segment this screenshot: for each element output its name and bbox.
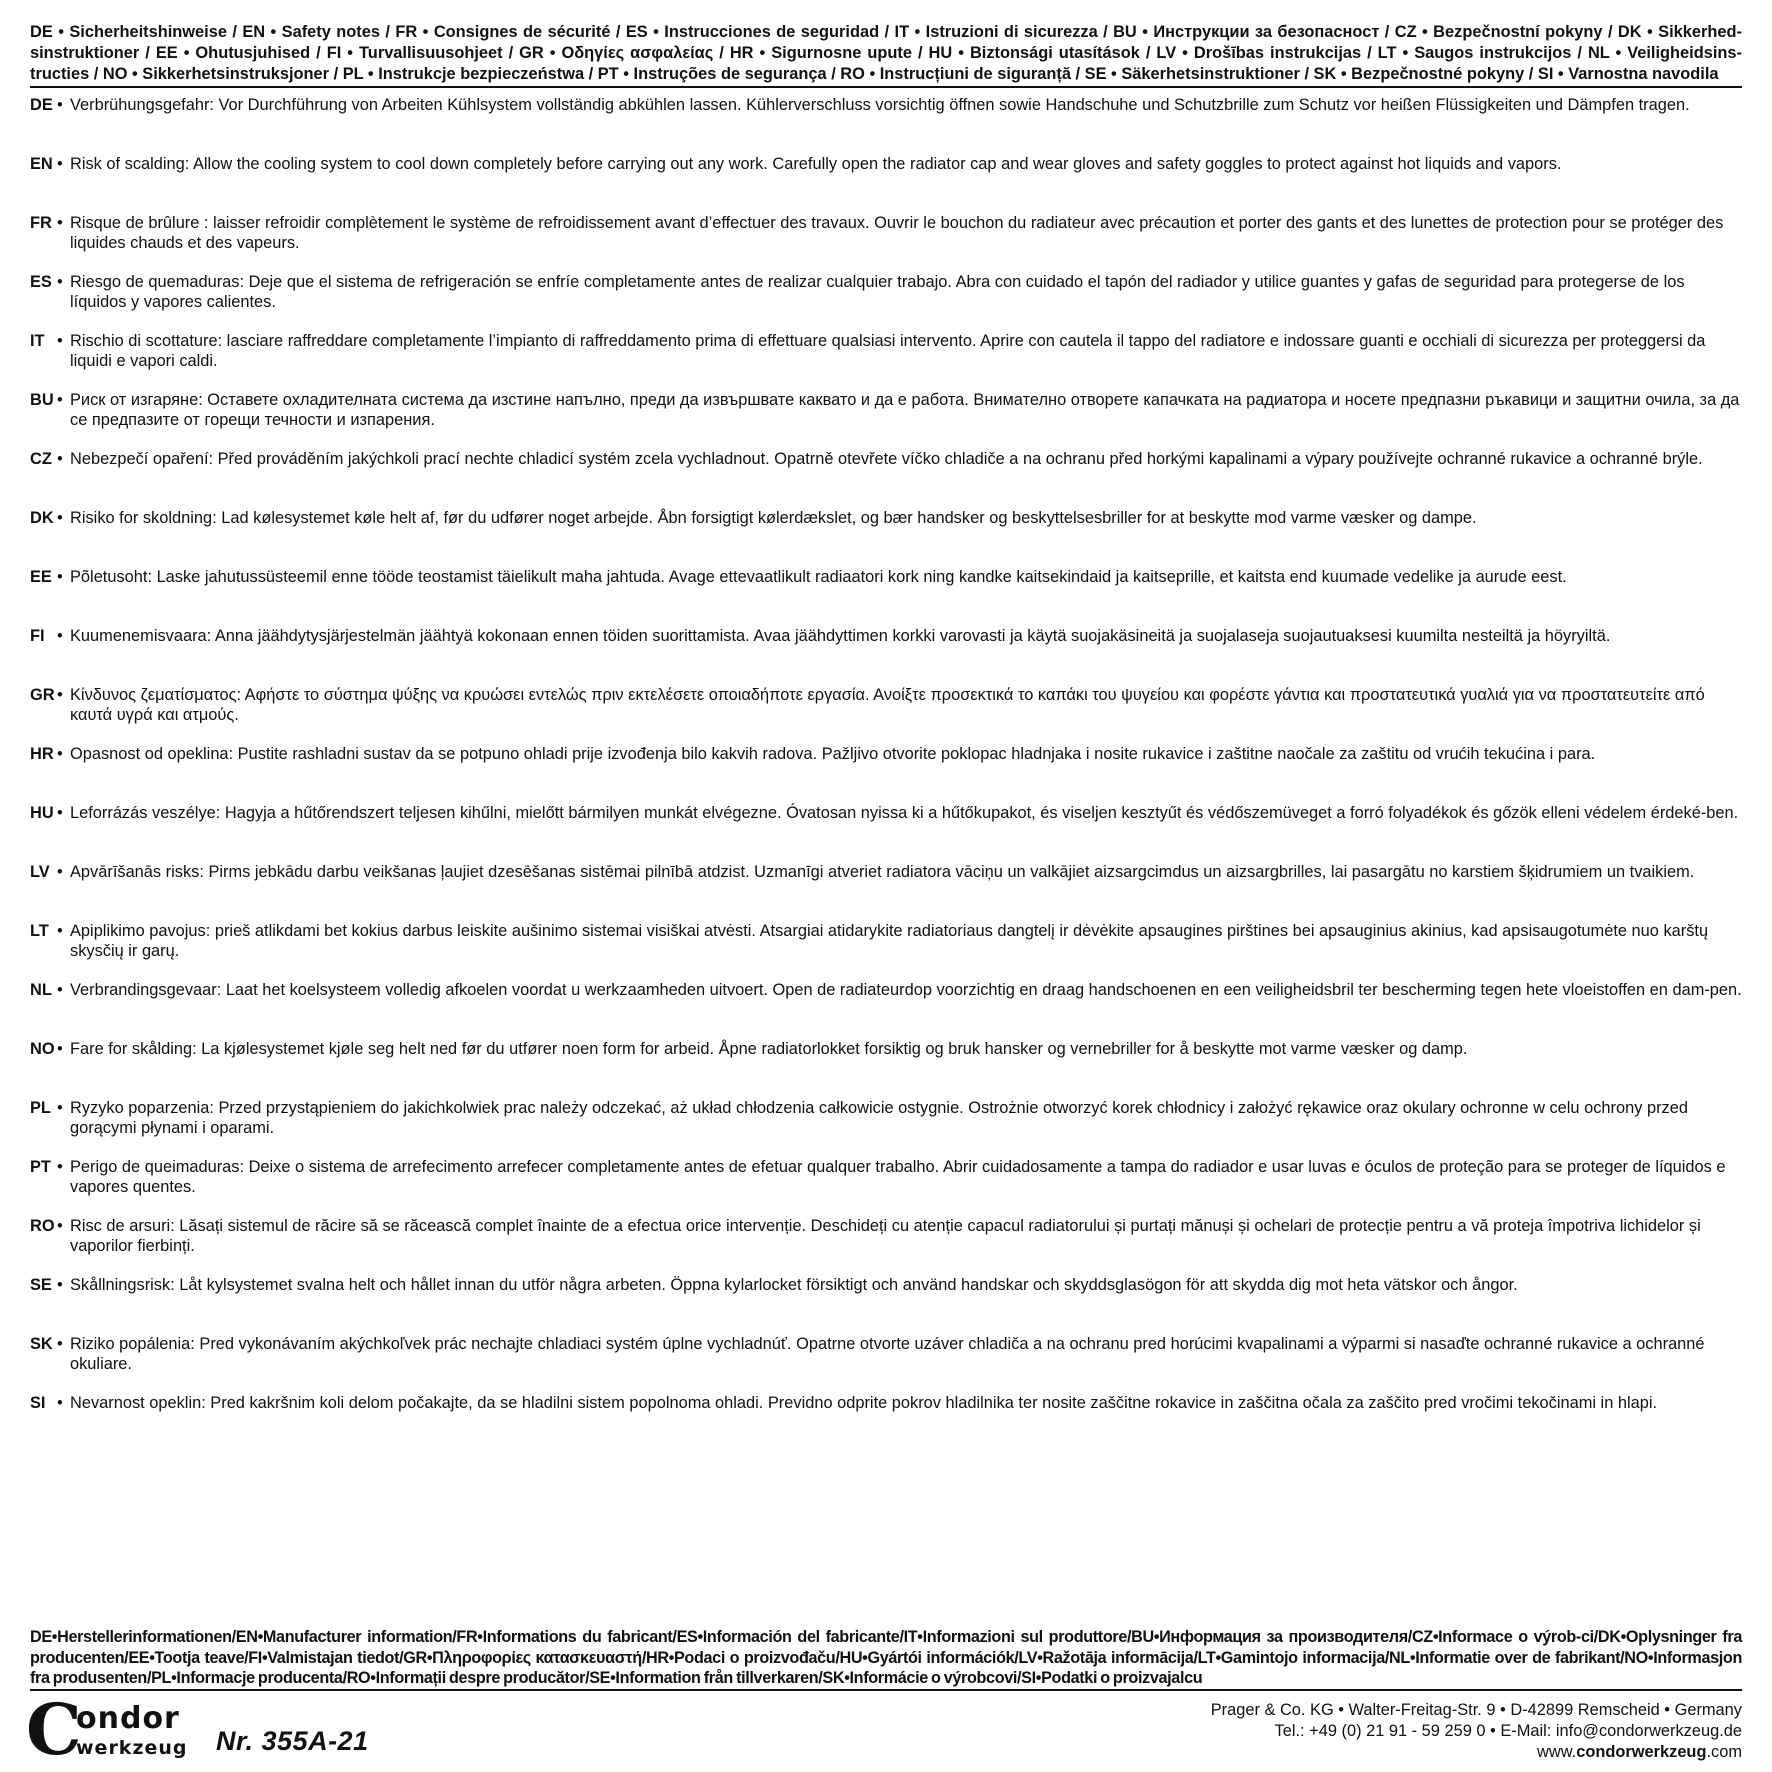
language-code: DK bbox=[30, 509, 54, 527]
safety-text: Riziko popálenia: Pred vykonávaním akýchkoľvek prác nechajte chladiaci systém úplne vychladnúť. Opatrne otvorte uzáver chladiča a na ochranu pred horúcimi kvapalinami a výparmi si nasaďte ochranné rukavice a ochranné okuliare. bbox=[70, 1335, 1705, 1373]
safety-text: Риск от изгаряне: Оставете охладителната система да изстине напълно, преди да извършвате каквато и да е работа. Внимателно отворете капачката на радиатора и носете предпазни ръкавици и защитни очила, за да се предпазите от горещи течности и изпарения. bbox=[70, 391, 1740, 429]
safety-text: Fare for skålding: La kjølesystemet kjøle seg helt ned før du utfører noen form for arbeid. Åpne radiatorlokket forsiktig og bruk hansker og vernebriller for å beskytte mot varme væsker og damp. bbox=[70, 1040, 1468, 1058]
safety-text: Risque de brûlure : laisser refroidir complètement le système de refroidissement avant d’effectuer des travaux. Ouvrir le bouchon du radiateur avec précaution et porter des gants et des lunettes de protection pour se protéger des liquides chauds et des vapeurs. bbox=[70, 214, 1724, 252]
bullet-icon: • bbox=[57, 332, 63, 350]
bullet-icon: • bbox=[57, 804, 63, 822]
safety-text: Ryzyko poparzenia: Przed przystąpieniem do jakichkolwiek prac należy odczekać, aż układ chłodzenia całkowicie ostygnie. Ostrożnie otworzyć korek chłodnicy i założyć rękawice oraz okulary ochronne w celu ochrony przed gorącymi płynami i oparami. bbox=[70, 1099, 1688, 1137]
website-suffix: .com bbox=[1706, 1743, 1742, 1761]
bullet-icon: • bbox=[57, 1099, 63, 1117]
header-divider bbox=[30, 86, 1742, 88]
safety-text: Kuumenemisvaara: Anna jäähdytysjärjestelmän jäähtyä kokonaan ennen töiden suorittamista. Avaa jäähdyttimen korkki varovasti ja käytä suojakäsineitä ja suojalaseja suojautuaksesi kuumilta nesteiltä ja höyryiltä. bbox=[70, 627, 1611, 645]
contact-line: Tel.: +49 (0) 21 91 - 59 259 0 • E-Mail: info@condorwerkzeug.de bbox=[1274, 1722, 1742, 1740]
safety-text: Rischio di scottature: lasciare raffreddare completamente l’impianto di raffreddamento prima di effettuare qualsiasi intervento. Aprire con cautela il tappo del radiatore e indossare guanti e occhiali di sicurezza per proteggersi da liquidi e vapori caldi. bbox=[70, 332, 1706, 370]
bullet-icon: • bbox=[57, 1217, 63, 1235]
address-line: Prager & Co. KG • Walter-Freitag-Str. 9 • D-42899 Remscheid • Germany bbox=[1210, 1701, 1742, 1719]
safety-text: Risc de arsuri: Lăsați sistemul de răcire să se răcească complet înainte de a efectua orice intervenție. Deschideți cu atenție capacul radiatorului și purtați mănuși și ochelari de protecție pentru a vă proteja împotriva lichidelor și vaporilor fierbinți. bbox=[70, 1217, 1701, 1255]
bullet-icon: • bbox=[57, 273, 63, 291]
language-code: IT bbox=[30, 332, 45, 350]
manufacturer-address bbox=[1211, 1700, 1742, 1763]
website-prefix: www. bbox=[1537, 1743, 1577, 1761]
condor-logo bbox=[26, 1694, 196, 1762]
bullet-icon: • bbox=[57, 1335, 63, 1353]
bullet-icon: • bbox=[57, 686, 63, 704]
safety-text: Κίνδυνος ζεματίσματος: Αφήστε το σύστημα ψύξης να κρυώσει εντελώς πριν εκτελέσετε οποιαδήποτε εργασία. Ανοίξτε προσεκτικά το καπάκι του ψυγείου και φορέστε γάντια και προστατευτικά γυαλιά για να προστατευτείτε από καυτά υγρά και ατμούς. bbox=[70, 686, 1705, 724]
bullet-icon: • bbox=[57, 745, 63, 763]
safety-text: Perigo de queimaduras: Deixe o sistema de arrefecimento arrefecer completamente antes de efetuar qualquer trabalho. Abrir cuidadosamente a tampa do radiador e usar luvas e óculos de proteção para se proteger de líquidos e vapores quentes. bbox=[70, 1158, 1726, 1196]
safety-text: Verbrühungsgefahr: Vor Durchführung von Arbeiten Kühlsystem vollständig abkühlen lassen. Kühlerverschluss vorsichtig öffnen sowie Handschuhe und Schutzbrille zum Schutz vor heißen Flüssigkeiten und Dämpfen tragen. bbox=[70, 96, 1690, 114]
bullet-icon: • bbox=[57, 509, 63, 527]
language-code: LT bbox=[30, 922, 49, 940]
safety-text: Leforrázás veszélye: Hagyja a hűtőrendszert teljesen kihűlni, mielőtt bármilyen munkát elvégezne. Óvatosan nyissa ki a hűtőkupakot, és viseljen kesztyűt és védőszemüveget a forró folyadékok és gőzök elleni védelem érdeké-ben. bbox=[70, 804, 1739, 822]
language-code: CZ bbox=[30, 450, 52, 468]
safety-text: Põletusoht: Laske jahutussüsteemil enne tööde teostamist täielikult maha jahtuda. Avage ettevaatlikult radiaatori kork ning kandke kaitsekindaid ja kaitseprille, et kaitsta end kuumade vedelike ja aurude eest. bbox=[70, 568, 1567, 586]
language-code: GR bbox=[30, 686, 55, 704]
model-number: Nr. 355A-21 bbox=[216, 1726, 369, 1756]
language-code: ES bbox=[30, 273, 52, 291]
safety-notes-heading: DE • Sicherheitshinweise / EN • Safety notes / FR • Consignes de sécurité / ES • Instrucciones de seguridad / IT • Istruzioni di sicurezza / BU • Инструкции за безопасност / CZ • Bezpečnostní pokyny / DK • Sikkerhed-sinstruktioner / EE • Ohutusjuhised / FI • Turvallisuusohjeet / GR • Οδηγίες ασφαλείας / HR • Sigurnosne upute / HU • Biztonsági utasítások / LV • Drošības instrukcijas / LT • Saugos instrukcijos / NL • Veiligheidsins-tructies / NO • Sikkerhetsinstruksjoner / PL • Instrukcje bezpieczeństwa / PT • Instruções de segurança / RO • Instrucțiuni de siguranță / SE • Säkerhetsinstruktioner / SK • Bezpečnostné pokyny / SI • Varnostna navodila bbox=[30, 23, 1742, 83]
bullet-icon: • bbox=[57, 922, 63, 940]
language-code: PL bbox=[30, 1099, 51, 1117]
website-link[interactable] bbox=[1211, 1742, 1742, 1763]
safety-text: Skållningsrisk: Låt kylsystemet svalna helt och hållet innan du utför några arbeten. Öppna kylarlocket försiktigt och använd handskar och skyddsglasögon för att skydda dig mot heta vätskor och ångor. bbox=[70, 1276, 1518, 1294]
bullet-icon: • bbox=[57, 568, 63, 586]
safety-text: Opasnost od opeklina: Pustite rashladni sustav da se potpuno ohladi prije izvođenja bilo kakvih radova. Pažljivo otvorite poklopac hladnjaka i nosite rukavice i zaštitne naočale za zaštitu od vrućih tekućina i para. bbox=[70, 745, 1596, 763]
language-code: LV bbox=[30, 863, 50, 881]
language-code: FR bbox=[30, 214, 52, 232]
language-code: SK bbox=[30, 1335, 53, 1353]
language-code: EN bbox=[30, 155, 53, 173]
safety-text: Apiplikimo pavojus: prieš atlikdami bet kokius darbus leiskite aušinimo sistemai visiškai atvėsti. Atsargiai atidarykite radiatoriaus dangtelį ir dėvėkite apsaugines pirštines bei apsauginius akinius, kad apsisaugotumėte nuo karštų skysčių ir garų. bbox=[70, 922, 1709, 960]
language-code: EE bbox=[30, 568, 52, 586]
bullet-icon: • bbox=[57, 1158, 63, 1176]
bullet-icon: • bbox=[57, 1394, 63, 1412]
language-code: FI bbox=[30, 627, 45, 645]
bullet-icon: • bbox=[57, 155, 63, 173]
language-code: NO bbox=[30, 1040, 55, 1058]
logo-main-text: ondor bbox=[76, 1701, 180, 1736]
safety-text: Apvārīšanās risks: Pirms jebkādu darbu veikšanas ļaujiet dzesēšanas sistēmai pilnībā atdzist. Uzmanīgi atveriet radiatora vāciņu un valkājiet aizsargcimdus un aizsargbrilles, lai pasargātu no karstiem šķidrumiem un tvaikiem. bbox=[70, 863, 1695, 881]
logo-letter: C bbox=[26, 1694, 82, 1762]
language-code: DE bbox=[30, 96, 53, 114]
bullet-icon: • bbox=[57, 450, 63, 468]
language-code: HU bbox=[30, 804, 54, 822]
safety-text: Risk of scalding: Allow the cooling system to cool down completely before carrying out any work. Carefully open the radiator cap and wear gloves and safety goggles to protect against hot liquids and vapors. bbox=[70, 155, 1562, 173]
language-code: RO bbox=[30, 1217, 55, 1235]
safety-text: Nebezpečí opaření: Před prováděním jakýchkoli prací nechte chladicí systém zcela vychladnout. Opatrně otevřete víčko chladiče a na ochranu před horkými kapalinami a výpary používejte ochranné rukavice a ochranné brýle. bbox=[70, 450, 1703, 468]
bullet-icon: • bbox=[57, 214, 63, 232]
bullet-icon: • bbox=[57, 96, 63, 114]
language-code: SI bbox=[30, 1394, 46, 1412]
safety-text: Riesgo de quemaduras: Deje que el sistema de refrigeración se enfríe completamente antes de realizar cualquier trabajo. Abra con cuidado el tapón del radiador y utilice guantes y gafas de seguridad para protegerse de los líquidos y vapores calientes. bbox=[70, 273, 1685, 311]
language-code: NL bbox=[30, 981, 52, 999]
manufacturer-info-heading: DE•Herstellerinformationen/EN•Manufacturer information/FR•Informations du fabricant/ES•Información del fabricante/IT•Informazioni sul produttore/BU•Информация за производителя/CZ•Informace o výrob-ci/DK•Oplysninger fra producenten/EE•Tootja teave/FI•Valmistajan tiedot/GR•Πληροφορίες κατασκευαστή/HR•Podaci o proizvođaču/HU•Gyártói információk/LV•Ražotāja informācija/LT•Gamintojo informacija/NL•Informatie over de fabrikant/NO•Informasjon fra produsenten/PL•Informacje producenta/RO•Informații despre producător/SE•Information från tillverkaren/SK•Informácie o výrobcovi/SI•Podatki o proizvajalcu bbox=[30, 1628, 1742, 1687]
bullet-icon: • bbox=[57, 627, 63, 645]
bullet-icon: • bbox=[57, 1040, 63, 1058]
safety-text: Verbrandingsgevaar: Laat het koelsysteem volledig afkoelen voordat u werkzaamheden uitvoert. Open de radiateurdop voorzichtig en draag handschoenen en een veiligheidsbril ter bescherming tegen hete vloeistoffen en dam-pen. bbox=[70, 981, 1742, 999]
logo-sub-text: werkzeug bbox=[76, 1737, 188, 1759]
language-code: HR bbox=[30, 745, 54, 763]
bullet-icon: • bbox=[57, 863, 63, 881]
safety-text: Risiko for skoldning: Lad kølesystemet køle helt af, før du udfører noget arbejde. Åbn forsigtigt kølerdækslet, og bær handsker og beskyttelsesbriller for at beskytte mod varme væsker og dampe. bbox=[70, 509, 1477, 527]
language-code: BU bbox=[30, 391, 54, 409]
footer-divider bbox=[30, 1689, 1742, 1691]
bullet-icon: • bbox=[57, 1276, 63, 1294]
bullet-icon: • bbox=[57, 391, 63, 409]
website-domain: condorwerkzeug bbox=[1576, 1743, 1707, 1761]
language-code: SE bbox=[30, 1276, 52, 1294]
language-code: PT bbox=[30, 1158, 51, 1176]
safety-text: Nevarnost opeklin: Pred kakršnim koli delom počakajte, da se hladilni sistem popolnoma ohladi. Previdno odprite pokrov hladilnika ter nosite zaščitne rokavice in zaščitna očala za zaščito pred vročimi tekočinami in hlapi. bbox=[70, 1394, 1658, 1412]
bullet-icon: • bbox=[57, 981, 63, 999]
